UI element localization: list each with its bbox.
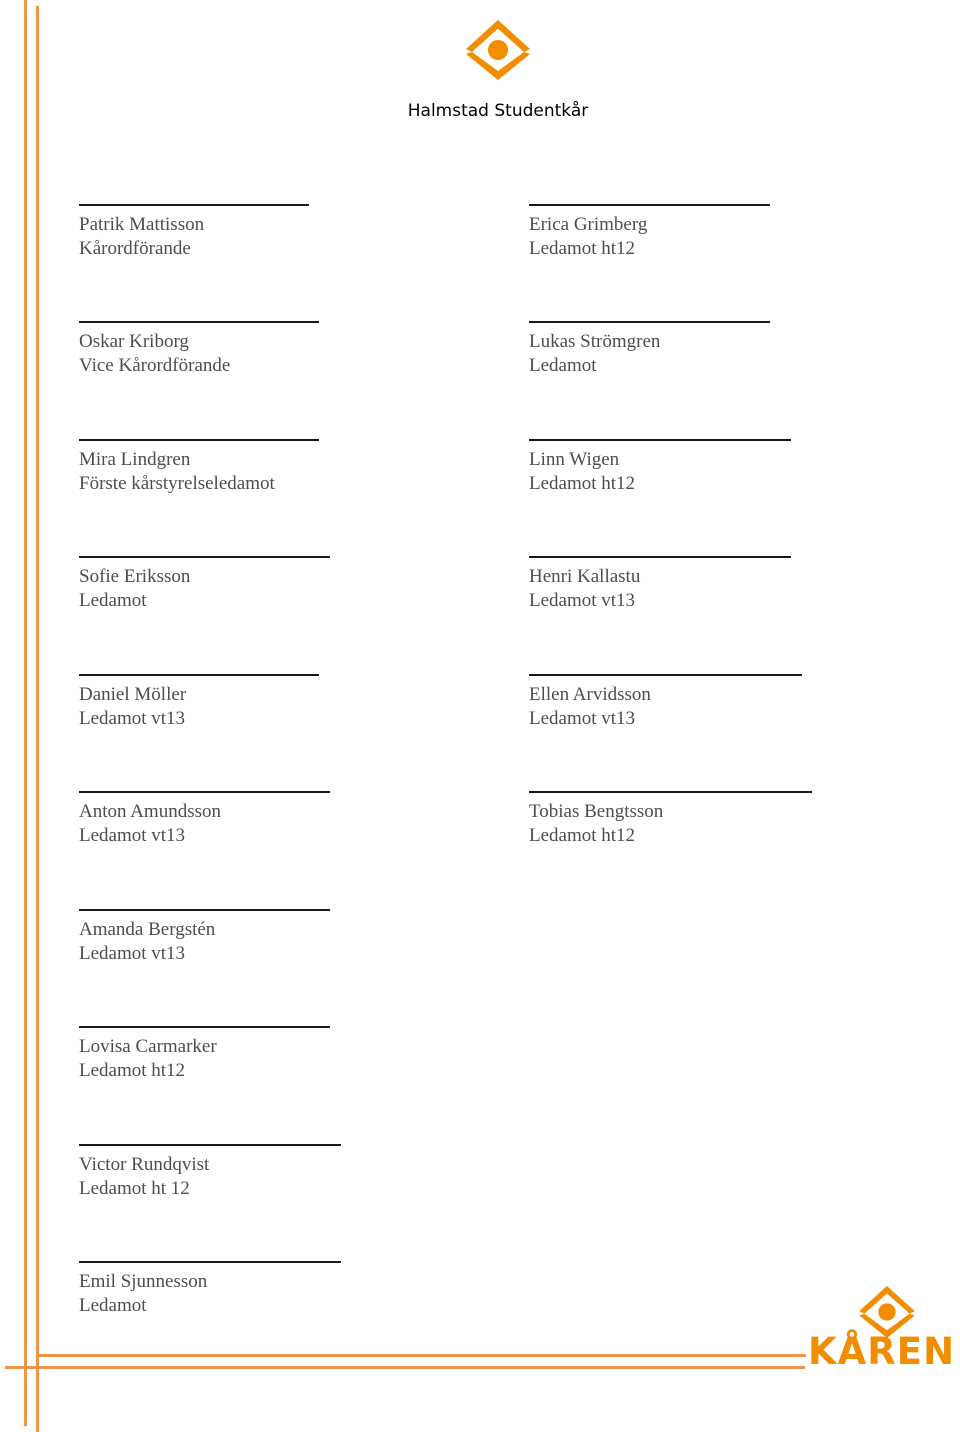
signatory-role: Ledamot ht12	[529, 825, 636, 846]
signature-block	[79, 321, 319, 378]
signatory-role: Ledamot	[79, 1295, 147, 1316]
signature-line	[79, 321, 319, 323]
signatory-role: Förste kårstyrelseledamot	[79, 473, 275, 494]
signature-block	[529, 556, 791, 613]
signatory-name: Lukas Strömgren	[529, 331, 661, 352]
organization-name: Halmstad Studentkår	[407, 101, 589, 121]
karen-logo-icon	[466, 20, 530, 80]
signatory-role: Ledamot vt13	[79, 825, 186, 846]
signatory-role: Ledamot ht12	[529, 473, 636, 494]
signature-line	[79, 556, 330, 558]
signature-block	[79, 204, 309, 261]
signatory-name: Henri Kallastu	[529, 566, 641, 587]
signature-line	[529, 204, 770, 206]
footer-line-lower	[5, 1366, 805, 1369]
signature-block	[79, 1144, 341, 1201]
signature-line	[79, 204, 309, 206]
signature-line	[529, 556, 791, 558]
signature-block	[79, 556, 330, 613]
signatory-role: Ledamot	[529, 355, 597, 376]
signature-line	[529, 321, 770, 323]
signatory-name: Amanda Bergstén	[79, 919, 216, 940]
signature-block	[79, 1261, 341, 1318]
signatory-name: Victor Rundqvist	[79, 1154, 210, 1175]
signature-block	[529, 321, 770, 378]
karen-brand-logo	[808, 1286, 960, 1381]
signature-block	[79, 909, 330, 966]
signature-line	[79, 439, 319, 441]
margin-line-inner	[36, 6, 39, 1432]
signature-line	[79, 674, 319, 676]
margin-line-outer	[24, 0, 27, 1426]
signature-block	[79, 791, 330, 848]
signature-line	[529, 791, 812, 793]
signatory-role: Ledamot	[79, 590, 147, 611]
signatory-name: Anton Amundsson	[79, 801, 221, 822]
signature-line	[79, 791, 330, 793]
signature-block	[79, 1026, 330, 1083]
signatory-name: Emil Sjunnesson	[79, 1271, 208, 1292]
signatory-name: Oskar Kriborg	[79, 331, 189, 352]
signatory-role: Ledamot ht12	[529, 238, 636, 259]
signature-block	[79, 439, 319, 496]
signatory-role: Ledamot vt13	[79, 943, 186, 964]
signatory-name: Linn Wigen	[529, 449, 620, 470]
signature-block	[529, 204, 770, 261]
signature-line	[79, 909, 330, 911]
signatory-name: Erica Grimberg	[529, 214, 648, 235]
signature-line	[79, 1261, 341, 1263]
signatory-role: Kårordförande	[79, 238, 191, 259]
signature-line	[79, 1144, 341, 1146]
signatory-name: Lovisa Carmarker	[79, 1036, 217, 1057]
signatory-role: Ledamot vt13	[79, 708, 186, 729]
signature-block	[79, 674, 319, 731]
signature-line	[79, 1026, 330, 1028]
signature-block	[529, 439, 791, 496]
footer-line-upper	[36, 1354, 806, 1357]
signatory-name: Ellen Arvidsson	[529, 684, 651, 705]
signatory-name: Sofie Eriksson	[79, 566, 191, 587]
signatory-role: Ledamot vt13	[529, 708, 636, 729]
signatory-name: Mira Lindgren	[79, 449, 191, 470]
signatory-name: Daniel Möller	[79, 684, 187, 705]
signature-line	[529, 674, 802, 676]
signature-line	[529, 439, 791, 441]
signatory-role: Ledamot ht 12	[79, 1178, 190, 1199]
signatory-name: Patrik Mattisson	[79, 214, 205, 235]
signature-block	[529, 791, 812, 848]
signatory-role: Ledamot vt13	[529, 590, 636, 611]
signatory-role: Vice Kårordförande	[79, 355, 231, 376]
signatory-role: Ledamot ht12	[79, 1060, 186, 1081]
signatory-name: Tobias Bengtsson	[529, 801, 664, 822]
signature-block	[529, 674, 802, 731]
brand-wordmark: KÅREN	[808, 1330, 956, 1373]
